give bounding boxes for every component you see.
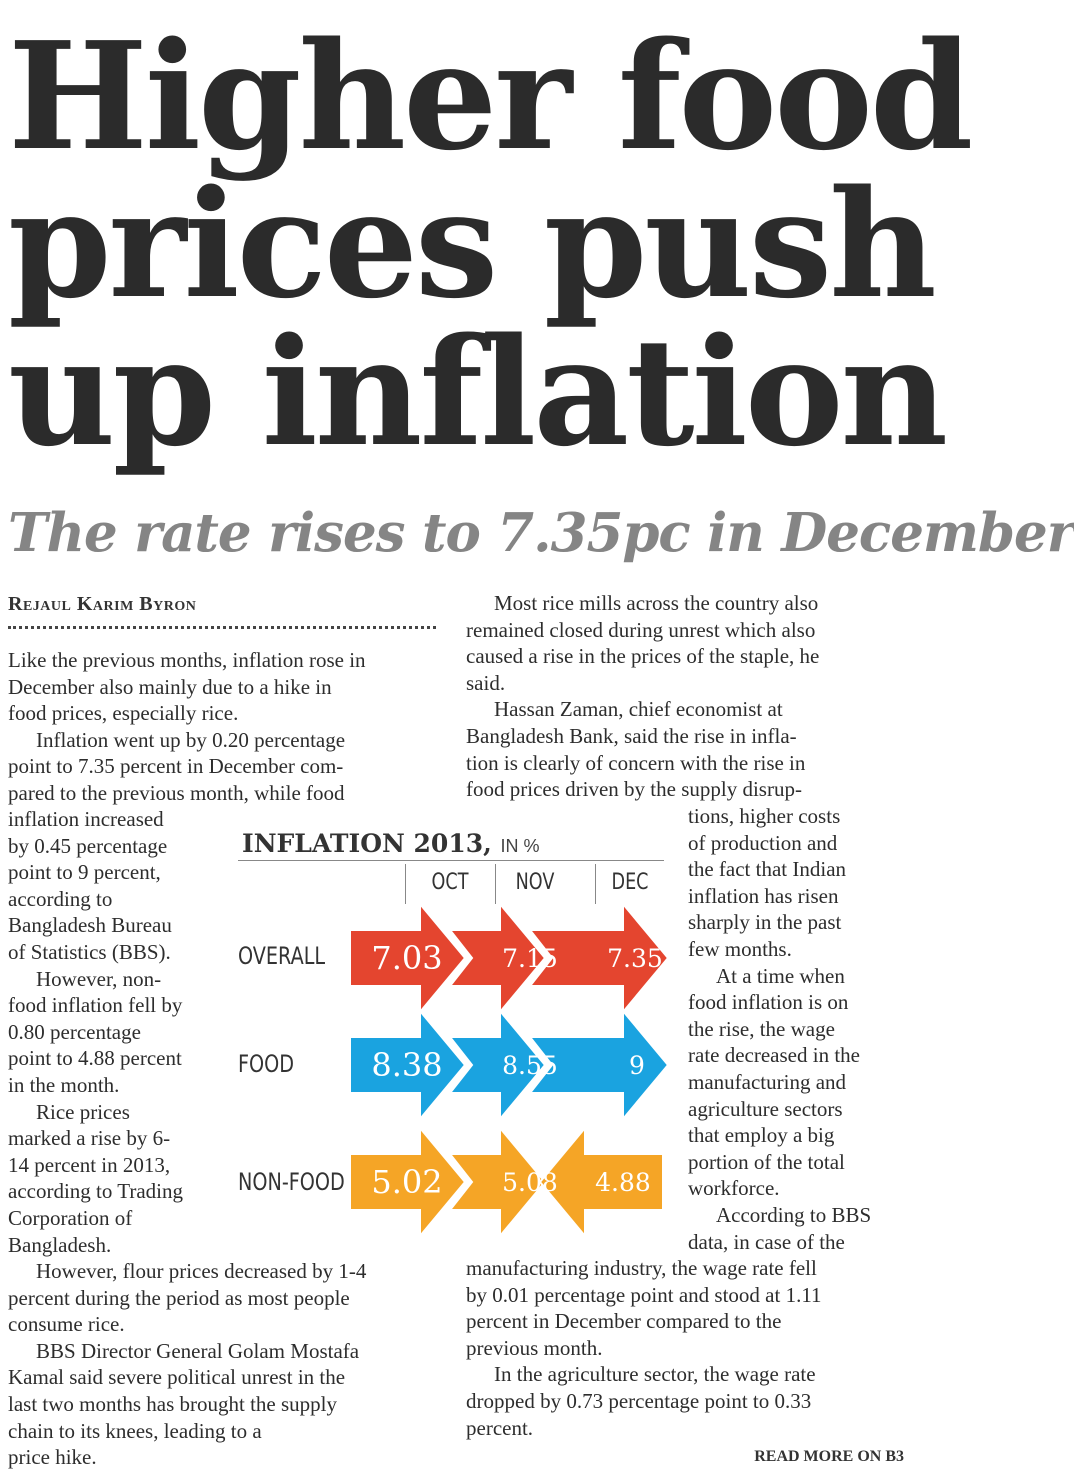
chart-header-rule xyxy=(238,860,664,861)
text-line: tions, higher costs xyxy=(688,804,841,828)
text-line: pared to the previous month, while food xyxy=(8,780,345,805)
text-line: sharply in the past xyxy=(688,910,842,935)
text-line: point to 7.35 percent in December com- xyxy=(8,754,344,779)
text-line: food inflation is on xyxy=(688,990,849,1015)
text-line: rate decreased in the xyxy=(688,1043,860,1068)
row-label-non-food: NON-FOOD xyxy=(238,1168,345,1196)
text-line: percent during the period as most people xyxy=(8,1285,350,1310)
text-line: Most rice mills across the country also xyxy=(494,591,819,615)
text-line: Rice prices xyxy=(36,1099,130,1124)
text-line: of production and xyxy=(688,830,838,855)
text-line: data, in case of the xyxy=(688,1229,845,1254)
left-column-narrow xyxy=(8,806,233,1258)
value-label-non-food-dec: 4.88 xyxy=(595,1168,651,1197)
text-line: However, non- xyxy=(36,966,162,991)
value-label-food-dec: 9 xyxy=(629,1051,645,1080)
text-line: consume rice. xyxy=(8,1312,125,1337)
text-line: However, flour prices decreased by 1-4 xyxy=(36,1259,367,1283)
column-header-dec: DEC xyxy=(611,870,649,895)
text-line: agriculture sectors xyxy=(688,1096,843,1121)
text-line: last two months has brought the supply xyxy=(8,1391,337,1416)
text-line: marked a rise by 6- xyxy=(8,1126,171,1151)
text-line: December also mainly due to a hike in xyxy=(8,674,332,699)
text-line: Hassan Zaman, chief economist at xyxy=(494,697,783,722)
text-line: Bangladesh Bank, said the rise in infla- xyxy=(466,723,797,748)
text-line: BBS Director General Golam Mostafa xyxy=(36,1338,360,1363)
text-line: According to BBS xyxy=(716,1202,872,1227)
text-line: 14 percent in 2013, xyxy=(8,1152,171,1177)
text-line: Like the previous months, inflation rose in xyxy=(8,648,366,672)
right-column-top xyxy=(466,590,906,803)
text-line: dropped by 0.73 percentage point to 0.33 xyxy=(466,1388,812,1413)
chart-column-divider xyxy=(405,864,406,904)
text-line: point to 9 percent, xyxy=(8,860,161,885)
chart-unit: IN % xyxy=(500,836,540,856)
column-header-oct: OCT xyxy=(431,870,469,895)
text-line: the rise, the wage xyxy=(688,1016,835,1041)
row-label-food: FOOD xyxy=(238,1050,295,1078)
value-label-overall-dec: 7.35 xyxy=(607,944,663,973)
text-line: inflation increased xyxy=(8,807,164,831)
text-line: In the agriculture sector, the wage rate xyxy=(494,1362,816,1387)
chart-title-text: INFLATION 2013, xyxy=(242,829,492,858)
value-label-overall-nov: 7.15 xyxy=(502,944,558,973)
headline-line: up inflation xyxy=(8,305,946,479)
value-label-food-nov: 8.55 xyxy=(502,1051,558,1080)
left-column-bottom xyxy=(8,1258,448,1471)
text-line: according to xyxy=(8,886,113,911)
text-line: previous month. xyxy=(466,1335,603,1360)
chart-title xyxy=(242,829,540,858)
subheadline: The rate rises to 7.35pc in December xyxy=(8,502,1074,564)
text-line: inflation has risen xyxy=(688,883,839,908)
row-label-overall: OVERALL xyxy=(238,942,326,970)
text-line: chain to its knees, leading to a xyxy=(8,1418,262,1443)
text-line: food prices driven by the supply disrup- xyxy=(466,777,802,802)
text-line: price hike. xyxy=(8,1445,97,1470)
text-line: Bangladesh Bureau xyxy=(8,913,172,938)
inflation-arrows xyxy=(345,905,670,1235)
headline xyxy=(8,9,971,479)
value-label-non-food-oct: 5.02 xyxy=(371,1163,443,1201)
text-line: Inflation went up by 0.20 percentage xyxy=(36,727,346,752)
text-line: Bangladesh. xyxy=(8,1232,112,1257)
value-label-food-oct: 8.38 xyxy=(371,1046,443,1084)
value-label-overall-oct: 7.03 xyxy=(371,939,443,977)
text-line: by 0.45 percentage xyxy=(8,833,168,858)
right-column-narrow xyxy=(688,803,908,1255)
text-line: by 0.01 percentage point and stood at 1.11 xyxy=(466,1282,822,1307)
text-line: according to Trading xyxy=(8,1179,183,1204)
text-line: remained closed during unrest which also xyxy=(466,617,816,642)
read-more-link[interactable]: READ MORE ON B3 xyxy=(754,1448,904,1465)
text-line: 0.80 percentage xyxy=(8,1019,141,1044)
dotted-divider xyxy=(8,626,436,629)
text-line: food prices, especially rice. xyxy=(8,701,239,726)
text-line: portion of the total xyxy=(688,1149,845,1174)
left-column-top xyxy=(8,647,448,807)
text-line: percent. xyxy=(466,1415,534,1440)
value-label-non-food-nov: 5.08 xyxy=(502,1168,558,1197)
text-line: tion is clearly of concern with the rise in xyxy=(466,750,806,775)
text-line: said. xyxy=(466,670,506,695)
text-line: that employ a big xyxy=(688,1123,835,1148)
text-line: caused a rise in the prices of the staple, he xyxy=(466,644,820,669)
text-line: food inflation fell by xyxy=(8,993,183,1018)
headline-line: prices push xyxy=(8,157,934,331)
text-line: point to 4.88 percent xyxy=(8,1046,182,1071)
text-line: Corporation of xyxy=(8,1205,133,1230)
column-header-nov: NOV xyxy=(515,870,555,895)
text-line: of Statistics (BBS). xyxy=(8,939,171,964)
text-line: manufacturing and xyxy=(688,1069,847,1094)
text-line: the fact that Indian xyxy=(688,857,847,882)
text-line: in the month. xyxy=(8,1072,120,1097)
headline-line: Higher food xyxy=(8,9,971,183)
text-line: At a time when xyxy=(716,963,845,988)
text-line: few months. xyxy=(688,936,792,961)
byline: Rejaul Karim Byron xyxy=(8,593,197,615)
text-line: Kamal said severe political unrest in the xyxy=(8,1365,346,1390)
text-line: manufacturing industry, the wage rate fell xyxy=(466,1256,817,1280)
text-line: percent in December compared to the xyxy=(466,1309,782,1334)
right-column-bottom xyxy=(466,1255,906,1441)
text-line: workforce. xyxy=(688,1176,780,1201)
chart-column-divider xyxy=(495,864,496,904)
